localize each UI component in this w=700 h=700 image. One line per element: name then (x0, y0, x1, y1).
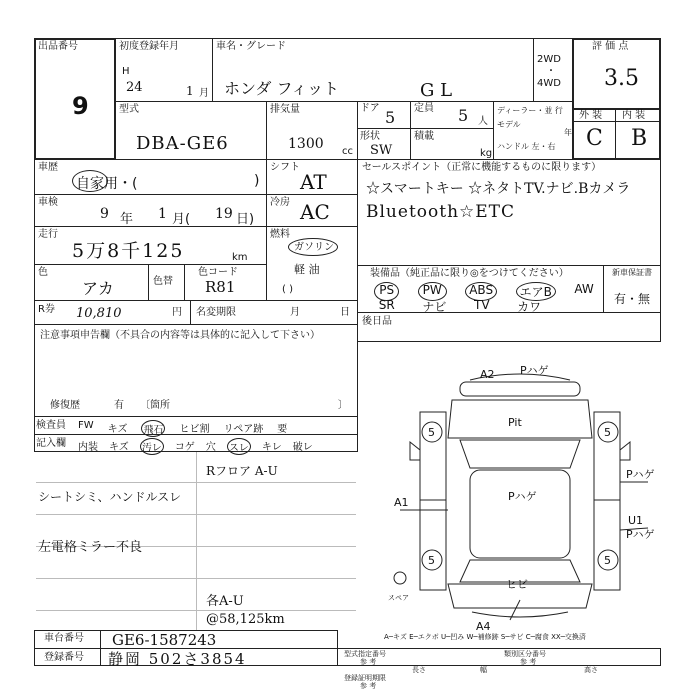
insp-kizu: キズ (107, 424, 128, 435)
notes-label: 注意事項申告欄（不具合の内容等は具体的に記入して下さい） (40, 330, 320, 341)
history-value: 自家用・( (76, 176, 138, 192)
insp-kizu2: キズ (109, 442, 129, 453)
reg-label: 初度登録年月 (119, 41, 179, 52)
disp-value: 1300 (288, 136, 324, 152)
shaken-year-unit: 年 (120, 212, 134, 227)
color-v2 (184, 264, 185, 301)
repair-place: 〔箇所 (140, 400, 170, 411)
inspector-label-1: 検査員 (36, 420, 66, 431)
shape-value: SW (370, 143, 393, 158)
dealer-label: ディーラー・並 行 (497, 106, 563, 115)
width-label: 幅 (480, 666, 487, 674)
int-grade: B (631, 126, 648, 151)
vin-value: GE6-1587243 (112, 631, 217, 649)
name-label: 車名・グレード (216, 41, 286, 52)
drive-2wd: 2WD (537, 54, 561, 65)
handle-label: ハンドル 左・右 (497, 142, 556, 151)
cat-label: 類別区分番号 (504, 650, 546, 658)
equip-leather: カワ (517, 300, 542, 314)
recycle-unit: 円 (172, 307, 182, 318)
mark-u1: U1 (628, 514, 644, 527)
note-left-2: 左電格ミラー不良 (38, 540, 143, 555)
lot-label: 出品番号 (38, 41, 78, 52)
info-v1 (266, 159, 267, 301)
shaken-month: 1 (158, 206, 167, 222)
drive-4wd: 4WD (537, 78, 561, 89)
recycle-value: 10,810 (76, 306, 122, 321)
model-label: 型式 (119, 104, 139, 115)
insp-yogore: 汚レ (140, 438, 164, 455)
color-v1 (148, 264, 149, 301)
car-name: ホンダ フィット (224, 79, 340, 98)
note-right-top: Rフロア A-U (206, 464, 278, 478)
name-change-label: 名変期限 (196, 307, 236, 318)
sales-label: セールスポイント（正常に機能するものに限ります） (362, 162, 602, 173)
car-diagram (380, 360, 660, 630)
disp-label: 排気量 (270, 104, 300, 115)
fuel-gasoline: ガソリン (294, 242, 334, 253)
insp-koge: コゲ (174, 442, 195, 453)
recycle-divider (190, 300, 191, 325)
shift-label: シフト (270, 162, 300, 173)
height-label: 高さ (584, 666, 598, 674)
insp-ana: 穴 (205, 442, 216, 453)
int-label: 内 装 (622, 110, 646, 121)
equip-navi: ナビ (422, 300, 447, 314)
equip-pw: PW (418, 282, 447, 301)
note-right-bottom-1: 各A-U (206, 594, 244, 609)
damage-legend: A─キズ E─エクボ U─凹み W─補修跡 S─サビ C─腐食 XX─交換済 (384, 633, 586, 641)
load-label: 積載 (414, 131, 434, 142)
name-change-month: 月 (290, 307, 300, 318)
mileage-label: 走行 (38, 229, 58, 240)
year-unit: 年 (564, 128, 572, 137)
insp-interior: 内装 (78, 442, 98, 453)
aftermarket-box (357, 312, 661, 342)
insp-yabure: 破レ (292, 442, 313, 453)
note-right-bottom-2: @58,125km (206, 612, 285, 627)
mark-hibi: ヒビ (506, 578, 528, 591)
cap-value: 5 (458, 106, 469, 125)
fuel-diesel: 軽 油 (294, 263, 320, 276)
mark-a2: A2 (480, 368, 495, 381)
load-unit: kg (480, 148, 493, 159)
name-change-day: 日 (340, 307, 350, 318)
info-h1 (34, 194, 358, 195)
insp-kire: キレ (261, 442, 282, 453)
model-value: DBA-GE6 (136, 133, 229, 154)
mark-pit: Pit (508, 416, 522, 429)
equip-abs: ABS (465, 282, 497, 301)
recycle-label: R券 (38, 304, 55, 315)
notes-divider (196, 452, 197, 630)
cap-label: 定員 (414, 103, 434, 114)
equip-aw: AW (574, 282, 594, 296)
mark-phage-roof: Pハゲ (508, 490, 537, 503)
ext-grade: C (586, 126, 603, 151)
era-label: H (122, 66, 130, 77)
mark-a4: A4 (476, 620, 491, 630)
color-label: 色 (38, 267, 48, 278)
ref-3: 参 考 (360, 682, 377, 690)
ext-int-divider (615, 108, 616, 160)
tyre-fl: 5 (428, 426, 435, 439)
disp-unit: cc (342, 146, 353, 157)
length-label: 長さ (412, 666, 426, 674)
reg-year: 24 (126, 80, 143, 95)
mileage-unit: km (232, 252, 248, 263)
sales-line-1: ☆スマートキー ☆ネタトTV.ナビ.Bカメラ (366, 181, 631, 197)
equip-label: 装備品（純正品に限り◎をつけてください） (370, 268, 569, 279)
lot-number: 9 (72, 92, 89, 120)
shaken-day: 19 (215, 206, 233, 222)
score-value: 3.5 (604, 66, 639, 91)
inspector-label-2: 記入欄 (36, 438, 66, 449)
shift-value: AT (300, 170, 327, 194)
repair-have: 有 (114, 400, 124, 411)
equip-sr: SR (378, 298, 395, 312)
insp-tobiishi: 飛石 (141, 420, 165, 437)
vin-label: 車台番号 (44, 633, 84, 644)
history-label: 車歴 (38, 162, 58, 173)
drive-dot: ・ (546, 66, 556, 77)
ref-1: 参 考 (360, 658, 377, 666)
vin-v (100, 630, 101, 666)
repair-close: 〕 (338, 400, 348, 411)
note-left-1: シートシミ、ハンドルスレ (38, 490, 182, 504)
insp-need: 要 (277, 424, 288, 435)
equip-ps: PS (374, 282, 399, 301)
mark-phage-top: Pハゲ (520, 364, 549, 377)
score-label: 評 価 点 (592, 41, 629, 52)
fuel-paren: ( ) (282, 284, 293, 295)
grade: G L (420, 80, 453, 101)
shape-label: 形状 (360, 131, 380, 142)
shaken-day-unit: 日) (236, 212, 255, 227)
insp-hibiware: ヒビ割 (179, 424, 210, 435)
equip-airbag: エアB (516, 282, 556, 301)
insp-fw: FW (78, 420, 94, 431)
info-h2 (34, 226, 358, 227)
inspector-row-1 (78, 420, 358, 437)
shaken-year: 9 (100, 206, 109, 222)
color-change-label: 色替 (153, 276, 173, 287)
mark-phage-right-2: Pハゲ (626, 528, 655, 541)
insp-sure: スレ (227, 438, 251, 455)
doors-value: 5 (385, 108, 396, 127)
ref-2: 参 考 (520, 658, 537, 666)
ext-int-hline (572, 121, 661, 122)
shaken-month-unit: 月( (172, 212, 191, 227)
mark-spare: スペア (388, 594, 409, 602)
equip-tv: TV (474, 298, 490, 312)
mark-a1: A1 (394, 496, 409, 509)
warranty-label: 新車保証書 (612, 268, 652, 277)
fuel-label: 燃料 (270, 229, 290, 240)
tyre-fr: 5 (604, 426, 611, 439)
type-cert-label: 型式指定番号 (344, 650, 386, 658)
reg-cert-label: 登録証明期限 (344, 674, 386, 682)
history-close: ) (254, 173, 260, 189)
ac-label: 冷房 (270, 197, 290, 208)
plate-value: 静岡 502さ3854 (108, 650, 247, 668)
sales-line-2: Bluetooth☆ETC (366, 202, 516, 222)
doors-label: ドア (360, 103, 380, 114)
ext-label: 外 装 (579, 110, 603, 121)
color-code-label: 色コード (198, 267, 238, 278)
mileage-value: 5万8千125 (72, 240, 185, 262)
warranty-value: 有・無 (614, 292, 651, 306)
reg-month: 1 (186, 84, 194, 98)
color-code-value: R81 (205, 278, 236, 296)
insp-repair: リペア跡 (223, 424, 264, 435)
mark-phage-right-1: Pハゲ (626, 468, 655, 481)
model-year-label: モデル (497, 120, 521, 129)
repair-label: 修復歴 (50, 400, 80, 411)
tyre-rr: 5 (604, 554, 611, 567)
shaken-label: 車検 (38, 197, 58, 208)
tyre-rl: 5 (428, 554, 435, 567)
aftermarket-label: 後日品 (362, 316, 392, 327)
reg-month-unit: 月 (199, 88, 209, 99)
ac-value: AC (300, 200, 330, 224)
color-value: アカ (82, 279, 114, 298)
plate-label: 登録番号 (44, 652, 84, 663)
info-h3 (34, 264, 266, 265)
cap-unit: 人 (478, 116, 488, 127)
